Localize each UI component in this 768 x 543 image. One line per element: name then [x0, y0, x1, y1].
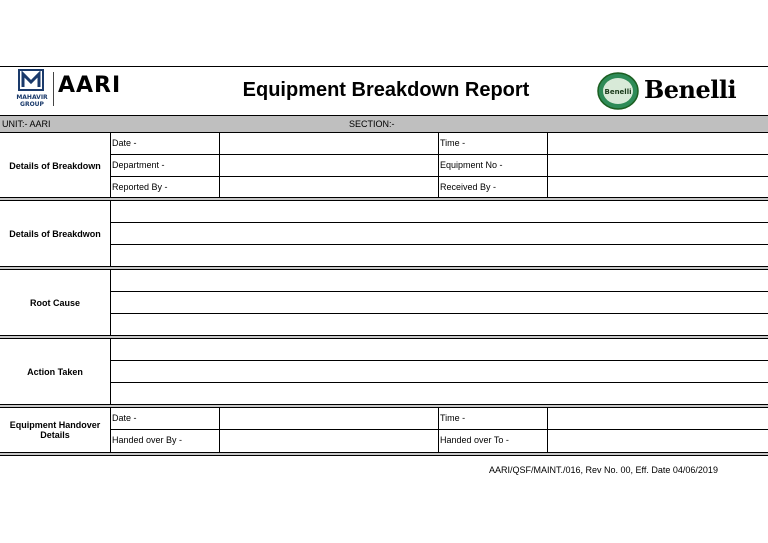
details-heading: Details of Breakdwon	[9, 229, 101, 239]
time-field[interactable]	[548, 133, 768, 154]
unit-section-bar	[0, 116, 768, 133]
handover-heading: Equipment Handover Details	[9, 420, 101, 440]
handed-over-to-field[interactable]	[548, 430, 768, 452]
document-reference: AARI/QSF/MAINT./016, Rev No. 00, Eff. Date 04/06/2019	[489, 465, 718, 475]
benelli-badge-logo	[597, 72, 639, 110]
report-title: Equipment Breakdown Report	[242, 79, 530, 101]
equipment-no-label: Equipment No -	[440, 160, 503, 170]
handover-date-label: Date -	[112, 413, 137, 423]
department-field[interactable]	[220, 155, 438, 176]
equipment-no-field[interactable]	[548, 155, 768, 176]
received-by-label: Received By -	[440, 182, 497, 192]
breakdown-info-heading: Details of Breakdown	[9, 160, 101, 171]
logo-divider	[53, 72, 54, 106]
aari-logo: AARI	[58, 73, 122, 98]
handed-over-by-label: Handed over By -	[112, 435, 183, 445]
root-cause-text-area[interactable]	[111, 270, 768, 336]
mahavir-group-logo	[13, 69, 51, 109]
received-by-field[interactable]	[548, 177, 768, 198]
details-block	[0, 201, 768, 267]
breakdown-info-block	[0, 133, 768, 198]
time-label: Time -	[440, 138, 466, 148]
benelli-wordmark: Benelli	[644, 75, 737, 104]
unit-label: UNIT:- AARI	[2, 119, 51, 129]
report-header	[0, 66, 768, 116]
handover-date-field[interactable]	[220, 408, 438, 429]
breakdown-report-form	[0, 66, 768, 457]
separator	[0, 452, 768, 456]
handed-over-by-field[interactable]	[220, 430, 438, 452]
handover-block	[0, 408, 768, 452]
reported-by-label: Reported By -	[112, 182, 168, 192]
section-label: SECTION:-	[349, 119, 395, 129]
reported-by-field[interactable]	[220, 177, 438, 198]
root-cause-block	[0, 270, 768, 336]
department-label: Department -	[112, 160, 165, 170]
action-taken-block	[0, 339, 768, 405]
date-field[interactable]	[220, 133, 438, 154]
date-label: Date -	[112, 138, 137, 148]
handed-over-to-label: Handed over To -	[440, 435, 509, 445]
svg-text:Benelli: Benelli	[604, 88, 632, 96]
svg-text:GROUP: GROUP	[20, 101, 44, 108]
details-text-area[interactable]	[111, 201, 768, 267]
handover-time-field[interactable]	[548, 408, 768, 429]
svg-text:MAHAVIR: MAHAVIR	[16, 94, 48, 101]
action-taken-text-area[interactable]	[111, 339, 768, 405]
root-cause-heading: Root Cause	[29, 298, 80, 308]
action-taken-heading: Action Taken	[27, 367, 83, 377]
handover-time-label: Time -	[440, 413, 466, 423]
